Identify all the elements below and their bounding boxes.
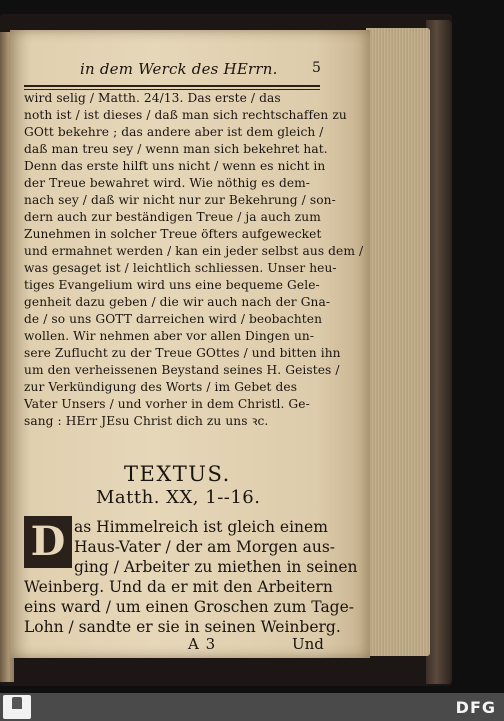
scripture-line: eins ward / um einen Groschen zum Tage-: [24, 598, 355, 616]
signature-mark: A 3: [188, 635, 217, 653]
scripture-line: Weinberg. Und da er mit den Arbeitern: [24, 578, 333, 596]
library-logo-icon: [12, 697, 22, 709]
section-heading: TEXTUS.: [124, 462, 231, 486]
body-line: genheit dazu geben / die wir auch nach der Gna-: [24, 295, 331, 309]
scripture-reference: Matth. XX, 1--16.: [96, 487, 261, 508]
scripture-line: ging / Arbeiter zu miethen in seinen: [74, 558, 358, 576]
body-line: um den verheissenen Beystand seines H. Geistes /: [24, 363, 340, 377]
scripture-line: Lohn / sandte er sie in seinen Weinberg.: [24, 618, 341, 636]
dfg-logo: DFG: [455, 698, 496, 717]
body-line: sere Zuflucht zu der Treue GOttes / und bitten ihn: [24, 346, 341, 360]
page-edges: [366, 28, 430, 656]
header-rule: [24, 85, 320, 87]
body-line: tiges Evangelium wird uns eine bequeme Gele-: [24, 278, 320, 292]
body-line: zur Verkündigung des Worts / im Gebet des: [24, 380, 298, 394]
viewer-footer: [0, 693, 504, 721]
body-line: de / so uns GOTT darreichen wird / beobachten: [24, 312, 323, 326]
scripture-line: as Himmelreich ist gleich einem: [74, 518, 328, 536]
body-line: wird selig / Matth. 24/13. Das erste / das: [24, 91, 281, 105]
running-header: [10, 60, 350, 82]
body-paragraph: [24, 90, 364, 430]
book-page: [10, 30, 370, 658]
decorated-initial: D: [24, 516, 72, 568]
body-line: nach sey / daß wir nicht nur zur Bekehrung / son-: [24, 193, 336, 207]
body-line: der Treue bewahret wird. Wie nöthig es dem-: [24, 176, 311, 190]
body-line: daß man treu sey / wenn man sich bekehret hat.: [24, 142, 328, 156]
scripture-line: Haus-Vater / der am Morgen aus-: [74, 538, 336, 556]
body-line: und ermahnet werden / kan ein jeder selbst aus dem /: [24, 244, 364, 258]
page-number: 5: [312, 60, 321, 76]
running-title: in dem Werck des HErrn.: [80, 60, 278, 78]
body-line: Vater Unsers / und vorher in dem Christl. Ge-: [24, 397, 310, 411]
scripture-text: [24, 517, 358, 637]
catchword: Und: [292, 635, 324, 653]
body-line: GOtt bekehre ; das andere aber ist dem gleich /: [24, 125, 324, 139]
body-line: was gesaget ist / leichtlich schliessen. Unser heu-: [24, 261, 337, 275]
library-logo: [3, 695, 31, 719]
body-line: Denn das erste hilft uns nicht / wenn es nicht in: [24, 159, 326, 173]
body-line: noth ist / ist dieses / daß man sich rechtschaffen zu: [24, 108, 347, 122]
body-line: dern auch zur beständigen Treue / ja auch zum: [24, 210, 321, 224]
body-line: sang : HErr JEsu Christ dich zu uns ꝛc.: [24, 414, 269, 428]
body-line: wollen. Wir nehmen aber vor allen Dingen un-: [24, 329, 315, 343]
body-line: Zunehmen in solcher Treue öfters aufgewecket: [24, 227, 322, 241]
